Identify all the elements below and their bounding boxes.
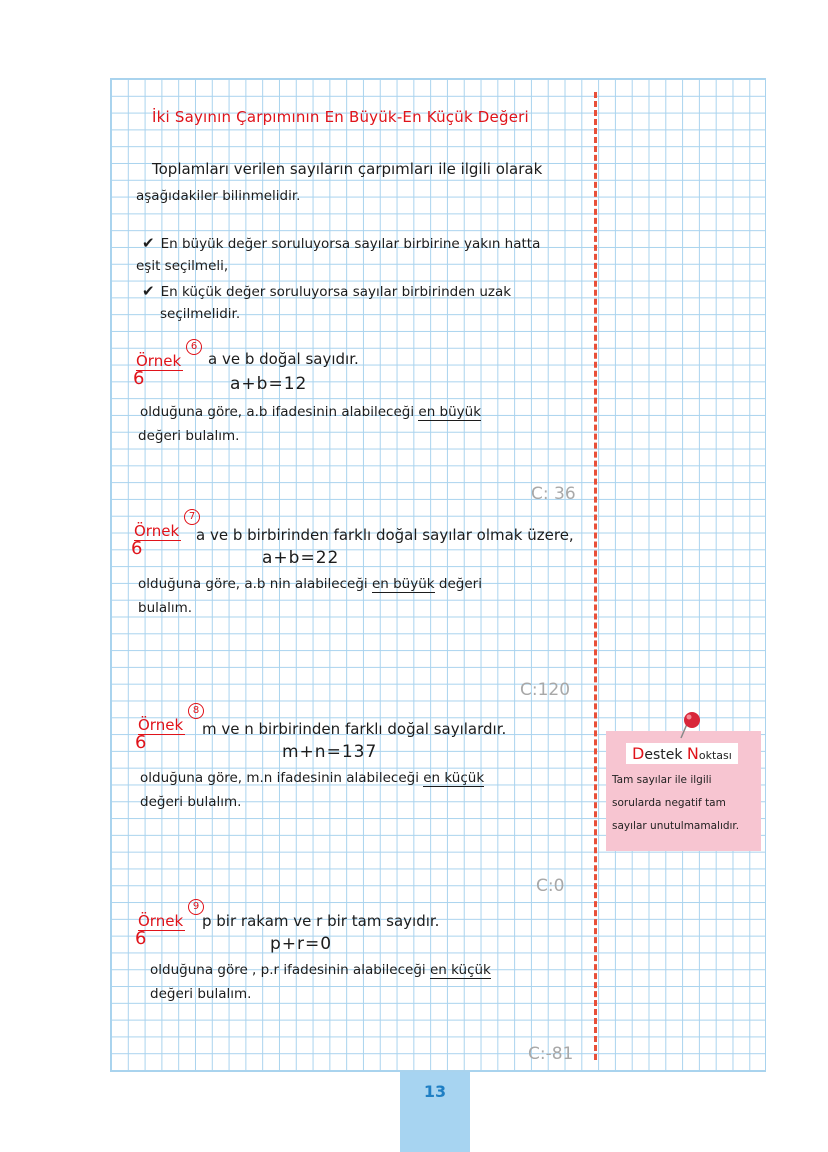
- curl-decoration-icon: 6: [135, 928, 147, 949]
- example-8-label: [135, 705, 200, 753]
- example-label-text: Örnek: [138, 716, 184, 734]
- page-title: İki Sayının Çarpımının En Büyük-En Küçük Değeri: [152, 108, 529, 126]
- example-9-line-3: değeri bulalım.: [150, 986, 252, 1002]
- example-9-line-1: p bir rakam ve r bir tam sayıdır.: [202, 912, 440, 930]
- intro-line-1: Toplamları verilen sayıların çarpımları ile ilgili olarak: [152, 160, 543, 178]
- intro-line-2: aşağıdakiler bilinmelidir.: [136, 188, 301, 204]
- example-7-line-3: bulalım.: [138, 600, 193, 616]
- example-8-line-2: [140, 770, 484, 786]
- note-title-word: oktası: [698, 749, 732, 762]
- example-label-text: Örnek: [138, 912, 184, 930]
- curl-decoration-icon: 6: [133, 368, 145, 389]
- example-8-emphasis: en küçük: [423, 770, 485, 786]
- example-9-answer: C:-81: [528, 1044, 574, 1064]
- note-title-initial: D: [632, 744, 645, 763]
- note-title-word: estek: [644, 747, 687, 763]
- example-6-answer: C: 36: [531, 484, 576, 504]
- example-7-label: [131, 511, 196, 559]
- example-7-answer: C:120: [520, 680, 571, 700]
- pushpin-icon: [678, 710, 702, 740]
- example-label-text: Örnek: [136, 352, 182, 370]
- bullet-2: [142, 282, 511, 300]
- example-9-label: [135, 901, 200, 949]
- check-icon: ✔: [142, 282, 155, 300]
- example-6-formula: a+b=12: [230, 374, 308, 394]
- note-title-initial: N: [686, 744, 699, 763]
- example-8-line-1: m ve n birbirinden farklı doğal sayılardır.: [202, 720, 507, 738]
- example-number-badge: 8: [188, 703, 204, 719]
- example-6-line-3: değeri bulalım.: [138, 428, 240, 444]
- example-9-line-2: [150, 962, 491, 978]
- curl-decoration-icon: 6: [135, 732, 147, 753]
- example-7-formula: a+b=22: [262, 548, 340, 568]
- example-9-line-2-text: olduğuna göre , p.r ifadesinin alabileceği: [150, 962, 426, 978]
- example-number-badge: 9: [188, 899, 204, 915]
- check-icon: ✔: [142, 234, 155, 252]
- example-9-formula: p+r=0: [270, 934, 333, 954]
- bullet-2-line-2: seçilmelidir.: [160, 306, 241, 322]
- example-7-line-2: [138, 576, 482, 592]
- example-8-answer: C:0: [536, 876, 565, 896]
- margin-line: [594, 92, 597, 1060]
- example-6-line-1: a ve b doğal sayıdır.: [208, 350, 359, 368]
- example-7-emphasis: en büyük: [371, 576, 435, 592]
- bullet-2-text: En küçük değer soruluyorsa sayılar birbirinden uzak: [160, 284, 512, 300]
- support-note-text: Tam sayılar ile ilgili sorularda negatif tam sayılar unutulmamalıdır.: [612, 774, 740, 832]
- bullet-1: [142, 234, 540, 252]
- example-label-text: Örnek: [134, 522, 180, 540]
- example-6-label: [133, 341, 198, 389]
- example-7-line-2-text: olduğuna göre, a.b nin alabileceği: [138, 576, 368, 592]
- example-9-emphasis: en küçük: [429, 962, 491, 978]
- bullet-1-text: En büyük değer soruluyorsa sayılar birbirine yakın hatta: [160, 236, 541, 252]
- support-note-title: [626, 743, 738, 764]
- example-8-line-2-text: olduğuna göre, m.n ifadesinin alabileceği: [140, 770, 419, 786]
- example-8-line-3: değeri bulalım.: [140, 794, 242, 810]
- example-6-emphasis: en büyük: [418, 404, 482, 420]
- example-7-line-1: a ve b birbirinden farklı doğal sayılar olmak üzere,: [196, 526, 574, 544]
- curl-decoration-icon: 6: [131, 538, 143, 559]
- example-number-badge: 6: [186, 339, 202, 355]
- example-8-formula: m+n=137: [282, 742, 378, 762]
- page-number: 13: [423, 1082, 447, 1101]
- support-note: [606, 731, 761, 851]
- example-7-line-2-end: değeri: [438, 576, 482, 592]
- example-number-badge: 7: [184, 509, 200, 525]
- bullet-1-line-2: eşit seçilmeli,: [136, 258, 229, 274]
- example-6-line-2-text: olduğuna göre, a.b ifadesinin alabileceği: [140, 404, 415, 420]
- example-6-line-2: [140, 404, 481, 420]
